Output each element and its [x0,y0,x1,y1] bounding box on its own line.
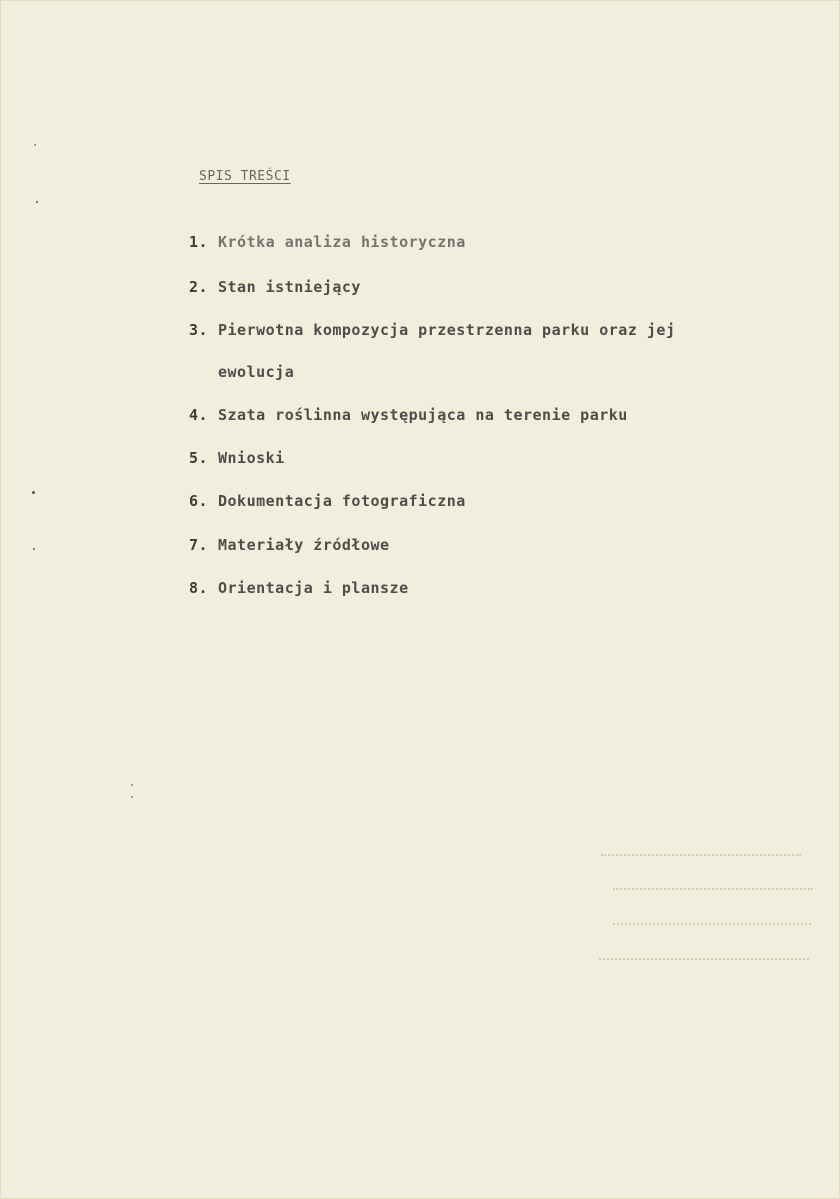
toc-number: 7. [189,536,209,554]
toc-text: Wnioski [218,449,285,467]
toc-item-4 [189,406,628,424]
toc-number: 6. [189,492,209,510]
toc-text: Szata roślinna występująca na terenie parku [218,406,628,424]
toc-number: 2. [189,278,209,296]
toc-number: 5. [189,449,209,467]
toc-number: 4. [189,406,209,424]
paper-speck [32,491,35,494]
toc-item-3 [189,321,675,339]
show-through-dots [601,854,801,856]
toc-item-1 [189,233,466,251]
paper-speck [36,201,38,203]
show-through-dots [613,888,813,890]
toc-text: Krótka analiza historyczna [218,233,466,251]
paper-speck [131,784,133,786]
show-through-dots [613,923,811,925]
toc-item-6 [189,492,466,510]
toc-text: Pierwotna kompozycja przestrzenna parku oraz jej [218,321,676,339]
toc-item-3-continuation: ewolucja [218,363,295,381]
toc-number: 1. [189,233,209,251]
toc-item-8 [189,579,409,597]
toc-number: 3. [189,321,209,339]
toc-item-2 [189,278,361,296]
toc-item-5 [189,449,285,467]
toc-text: Stan istniejący [218,278,361,296]
toc-text: Orientacja i plansze [218,579,409,597]
show-through-dots [599,958,809,960]
toc-item-7 [189,536,390,554]
paper-speck [131,796,133,798]
paper-speck [33,548,35,550]
toc-number: 8. [189,579,209,597]
page-title: SPIS TREŚCI [199,169,291,184]
toc-text: Materiały źródłowe [218,536,390,554]
toc-text: Dokumentacja fotograficzna [218,492,466,510]
paper-speck [34,144,36,146]
